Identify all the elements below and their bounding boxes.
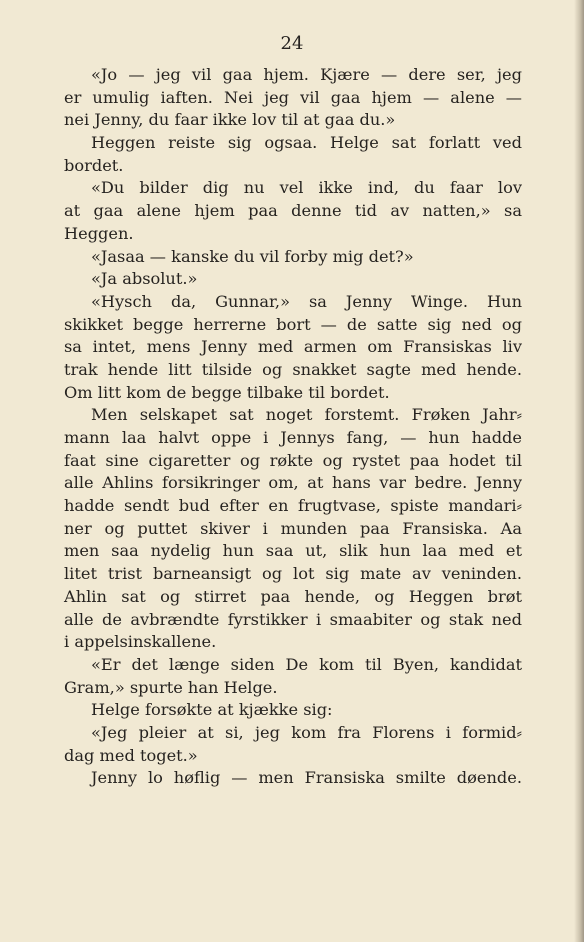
text-line: Jenny lo høflig — men Fransiska smilte døende.	[91, 768, 522, 788]
text-line: «Jeg pleier at si, jeg kom fra Florens i formid⸗	[91, 722, 522, 742]
text-line: «Ja absolut.»	[91, 269, 198, 289]
text-line: «Er det længe siden De kom til Byen, kandidat	[91, 654, 522, 674]
text-line: dag med toget.»	[64, 745, 198, 765]
text-line: «Jasaa — kanske du vil forby mig det?»	[91, 246, 414, 266]
text-line: «Du bilder dig nu vel ikke ind, du faar lov	[91, 178, 522, 198]
text-line: Helge forsøkte at kjække sig:	[91, 700, 333, 720]
text-line: Om litt kom de begge tilbake til bordet.	[64, 382, 390, 402]
text-line: nei Jenny, du faar ikke lov til at gaa du.»	[64, 110, 396, 130]
text-line: Men selskapet sat noget forstemt. Frøken Jahr⸗	[91, 405, 522, 425]
text-line: Heggen.	[64, 223, 134, 243]
page-edge-shadow	[574, 0, 584, 942]
text-line: alle Ahlins forsikringer om, at hans var bedre. Jenny	[64, 473, 522, 493]
text-line: men saa nydelig hun saa ut, slik hun laa med et	[64, 541, 522, 561]
text-line: trak hende litt tilside og snakket sagte med hende.	[64, 359, 522, 379]
text-line: i appelsinskallene.	[64, 632, 217, 652]
text-line: at gaa alene hjem paa denne tid av natten,» sa	[64, 201, 522, 221]
text-line: bordet.	[64, 155, 124, 175]
text-line: ner og puttet skiver i munden paa Fransiska. Aa	[64, 518, 522, 538]
text-line: «Jo — jeg vil gaa hjem. Kjære — dere ser, jeg	[91, 65, 522, 84]
text-line: skikket begge herrerne bort — de satte sig ned og	[64, 314, 522, 334]
text-line: Heggen reiste sig ogsaa. Helge sat forlatt ved	[91, 133, 522, 153]
text-line: Gram,» spurte han Helge.	[64, 677, 278, 697]
text-line: mann laa halvt oppe i Jennys fang, — hun hadde	[64, 428, 522, 447]
body-text	[64, 64, 522, 790]
text-line: sa intet, mens Jenny med armen om Fransiskas liv	[64, 337, 522, 357]
text-line: hadde sendt bud efter en frugtvase, spiste mandari⸗	[64, 496, 522, 516]
text-line: Ahlin sat og stirret paa hende, og Heggen brøt	[64, 586, 522, 606]
text-line: alle de avbrændte fyrstikker i smaabiter og stak ned	[64, 609, 522, 629]
text-line: «Hysch da, Gunnar,» sa Jenny Winge. Hun	[91, 291, 522, 311]
page-number: 24	[280, 33, 304, 54]
text-line: litet trist barneansigt og lot sig mate av veninden.	[64, 564, 522, 584]
text-line: faat sine cigaretter og røkte og rystet paa hodet til	[64, 450, 522, 470]
text-line: er umulig iaften. Nei jeg vil gaa hjem — alene —	[64, 87, 522, 107]
